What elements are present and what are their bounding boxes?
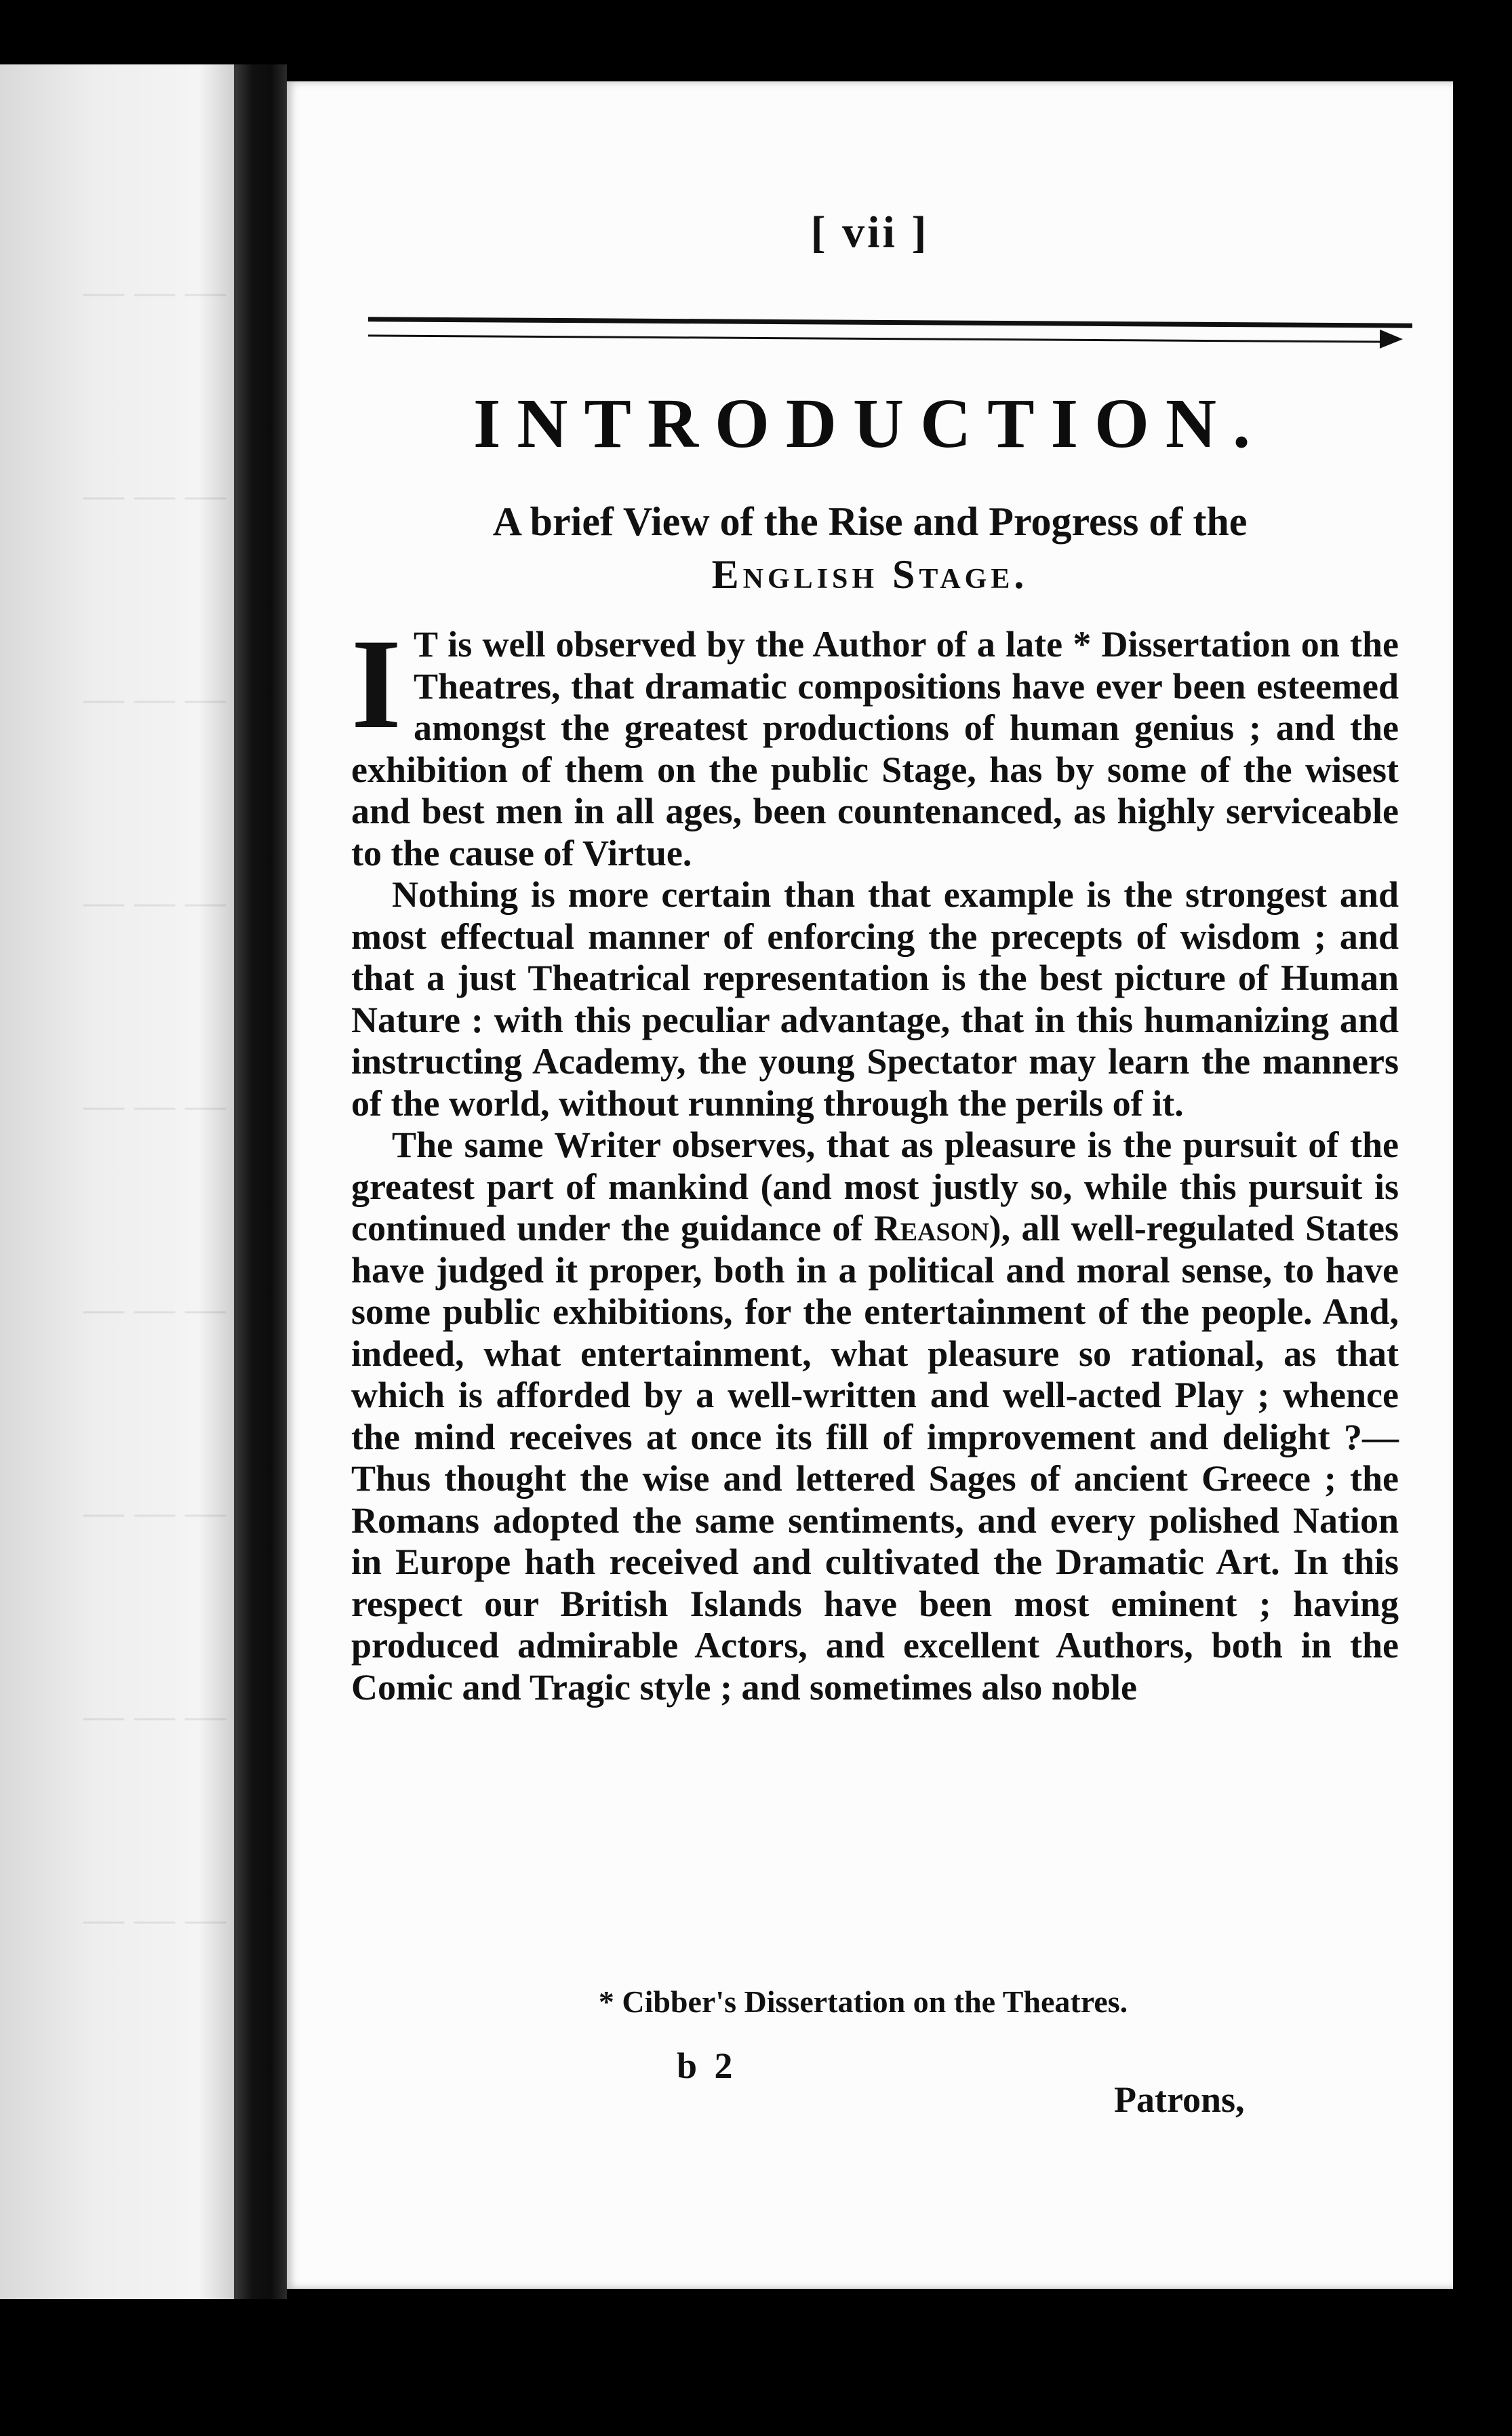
chapter-subtitle [355, 495, 1385, 601]
paragraph-3 [351, 1124, 1399, 1708]
book-page [287, 81, 1453, 2289]
small-caps-reason: Reason [873, 1208, 989, 1249]
chapter-title: INTRODUCTION. [473, 385, 1267, 463]
bleed-through-text: — — — [83, 879, 226, 924]
book-gutter [234, 64, 287, 2299]
paragraph-2: Nothing is more certain than that example is the strongest and most effectual manner of enforcing the precepts of wisdom ; and that a just Theatrical representation is the best picture of Human Nature : with this peculiar advantage, that in this humanizing and instructing Academy, the young Spectator may learn the manners of the world, without running through the perils of it. [351, 874, 1399, 1124]
paragraph-3-text-b: ), all well-regulated States have judged it proper, both in a political and moral sense, to have some public exhibitions, for the entertainment of the people. And, indeed, what entertainment, what pleasure so rational, as that which is afforded by a well-written and well-acted Play ; whence the mind receives at once its fill of improvement and delight ?—Thus thought the wise and lettered Sages of ancient Greece ; the Romans adopted the same sentiments, and every polished Nation in Europe hath received and cultivated the Dramatic Art. In this respect our British Islands have been most eminent ; having produced admirable Actors, and excellent Authors, both in the Comic and Tragic style ; and sometimes also noble [351, 1208, 1399, 1708]
header-rule-thick [368, 317, 1412, 328]
bleed-through-text: — — — [83, 675, 226, 720]
footnote: * Cibber's Dissertation on the Theatres. [598, 1984, 1128, 2019]
paragraph-1 [351, 613, 1399, 874]
drop-cap: I [351, 613, 401, 755]
body-text [351, 613, 1399, 1708]
page-number-header: [ vii ] [810, 208, 930, 257]
subtitle-line-2: English Stage. [711, 552, 1029, 597]
subtitle-line-1: A brief View of the Rise and Progress of the [492, 499, 1248, 544]
bleed-through-text: — — — [83, 1896, 226, 1941]
previous-page-edge [0, 64, 234, 2299]
bleed-through-text: — — — [83, 269, 226, 313]
paragraph-3-text-a: The same Writer observes, that as pleasure is the pursuit of the greatest part of mankind (and most justly so, while this pursuit is continued under the guidance of [351, 1124, 1399, 1249]
bleed-through-text: — — — [83, 1489, 226, 1534]
signature-mark: b 2 [677, 2045, 737, 2086]
catchword: Patrons, [1114, 2079, 1245, 2120]
header-rule-thin [368, 334, 1385, 342]
paragraph-1-text: T is well observed by the Author of a late * Dissertation on the Theatres, that dramatic compositions have ever been esteemed amongst the greatest productions of human genius ; and the exhibition of them on the public Stage, has by some of the wisest and best men in all ages, been countenanced, as highly serviceable to the cause of Virtue. [351, 624, 1399, 873]
bleed-through-text: — — — [83, 1693, 226, 1737]
rule-arrow-ornament [1380, 330, 1403, 349]
bleed-through-text: — — — [83, 1286, 226, 1331]
bleed-through-text: — — — [83, 1082, 226, 1127]
bleed-through-text: — — — [83, 472, 226, 517]
